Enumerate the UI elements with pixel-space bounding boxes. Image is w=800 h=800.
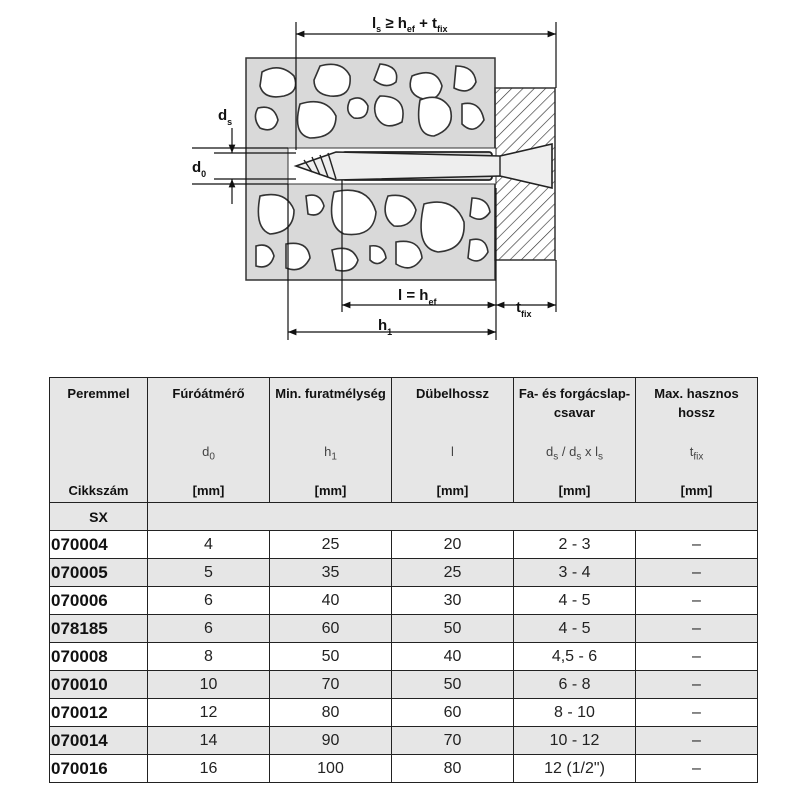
cell-hole-depth: 60 xyxy=(270,615,392,643)
header-symbol: $h_1$ xyxy=(324,444,337,463)
cell-article-number: 070016 xyxy=(50,755,148,783)
cell-drill-diameter: 6 xyxy=(148,587,270,615)
header-symbol: $t_{fix}$ xyxy=(689,444,704,463)
label-ds: $d_s$ xyxy=(218,107,233,127)
cell-max-usable-length: – xyxy=(636,699,758,727)
table-row xyxy=(50,615,758,643)
cell-screw-size: 12 (1/2") xyxy=(514,755,636,783)
table-row xyxy=(50,699,758,727)
cell-hole-depth: 100 xyxy=(270,755,392,783)
table-row xyxy=(50,671,758,699)
header-unit: [mm] xyxy=(192,483,225,498)
cell-max-usable-length: – xyxy=(636,643,758,671)
cell-max-usable-length: – xyxy=(636,727,758,755)
header-unit: [mm] xyxy=(558,483,591,498)
cell-anchor-length: 40 xyxy=(392,643,514,671)
cell-anchor-length: 25 xyxy=(392,559,514,587)
header-unit: [mm] xyxy=(314,483,347,498)
cell-hole-depth: 25 xyxy=(270,531,392,559)
header-title: Min. furatmélység xyxy=(275,386,386,401)
cell-anchor-length: 50 xyxy=(392,671,514,699)
cell-drill-diameter: 12 xyxy=(148,699,270,727)
header-anchor-length xyxy=(392,378,514,503)
group-row xyxy=(50,503,758,531)
cell-hole-depth: 70 xyxy=(270,671,392,699)
cell-article-number: 070014 xyxy=(50,727,148,755)
cell-max-usable-length: – xyxy=(636,587,758,615)
cell-drill-diameter: 5 xyxy=(148,559,270,587)
cell-article-number: 070012 xyxy=(50,699,148,727)
cell-screw-size: 3 - 4 xyxy=(514,559,636,587)
cell-drill-diameter: 10 xyxy=(148,671,270,699)
cell-max-usable-length: – xyxy=(636,615,758,643)
cell-max-usable-length: – xyxy=(636,755,758,783)
cell-screw-size: 10 - 12 xyxy=(514,727,636,755)
cell-screw-size: 4,5 - 6 xyxy=(514,643,636,671)
cell-article-number: 070010 xyxy=(50,671,148,699)
table-row xyxy=(50,727,758,755)
group-filler xyxy=(148,503,758,531)
cell-hole-depth: 50 xyxy=(270,643,392,671)
cell-hole-depth: 80 xyxy=(270,699,392,727)
cell-drill-diameter: 6 xyxy=(148,615,270,643)
table-row xyxy=(50,643,758,671)
anchor-installation-diagram xyxy=(0,0,800,360)
cell-hole-depth: 90 xyxy=(270,727,392,755)
cell-anchor-length: 60 xyxy=(392,699,514,727)
cell-max-usable-length: – xyxy=(636,531,758,559)
cell-anchor-length: 30 xyxy=(392,587,514,615)
cell-article-number: 070004 xyxy=(50,531,148,559)
header-title: Fa- és forgácslap-csavar xyxy=(518,386,631,420)
group-label: SX xyxy=(50,503,148,531)
header-unit: [mm] xyxy=(436,483,469,498)
cell-article-number: 078185 xyxy=(50,615,148,643)
cell-drill-diameter: 16 xyxy=(148,755,270,783)
cell-screw-size: 4 - 5 xyxy=(514,587,636,615)
cell-article-number: 070006 xyxy=(50,587,148,615)
header-title: Max. hasznos hossz xyxy=(654,386,739,420)
cell-hole-depth: 35 xyxy=(270,559,392,587)
table-row xyxy=(50,587,758,615)
specification-table xyxy=(49,377,758,783)
cell-screw-size: 8 - 10 xyxy=(514,699,636,727)
label-h1: $h_1$ xyxy=(378,317,393,337)
header-title: Fúróátmérő xyxy=(172,386,245,401)
cell-drill-diameter: 14 xyxy=(148,727,270,755)
header-min-hole-depth xyxy=(270,378,392,503)
cell-screw-size: 2 - 3 xyxy=(514,531,636,559)
cell-screw-size: 4 - 5 xyxy=(514,615,636,643)
cell-article-number: 070005 xyxy=(50,559,148,587)
cell-anchor-length: 20 xyxy=(392,531,514,559)
header-title: Peremmel xyxy=(67,386,130,401)
header-symbol: $d_0$ xyxy=(202,444,215,463)
label-l-hef: $l = h_{ef}$ xyxy=(398,287,437,307)
cell-max-usable-length: – xyxy=(636,671,758,699)
header-drill-diameter xyxy=(148,378,270,503)
label-ls-formula: $l_s \ge h_{ef} + t_{fix}$ xyxy=(372,15,448,34)
cell-max-usable-length: – xyxy=(636,559,758,587)
header-symbol: l xyxy=(451,444,454,459)
table-row xyxy=(50,559,758,587)
table-row xyxy=(50,755,758,783)
cell-screw-size: 6 - 8 xyxy=(514,671,636,699)
header-article-number xyxy=(50,378,148,503)
label-tfix: $t_{fix}$ xyxy=(516,299,532,319)
cell-anchor-length: 50 xyxy=(392,615,514,643)
cell-hole-depth: 40 xyxy=(270,587,392,615)
header-screw xyxy=(514,378,636,503)
cell-anchor-length: 70 xyxy=(392,727,514,755)
cell-drill-diameter: 4 xyxy=(148,531,270,559)
cell-drill-diameter: 8 xyxy=(148,643,270,671)
cell-anchor-length: 80 xyxy=(392,755,514,783)
header-title: Dübelhossz xyxy=(416,386,489,401)
table-header-row xyxy=(50,378,758,503)
header-unit: Cikkszám xyxy=(68,483,129,498)
cell-article-number: 070008 xyxy=(50,643,148,671)
header-unit: [mm] xyxy=(680,483,713,498)
table-row xyxy=(50,531,758,559)
header-symbol: $d_s / d_s$ x $l_s$ xyxy=(546,444,603,463)
label-d0: $d_0$ xyxy=(192,159,207,179)
header-max-usable-length xyxy=(636,378,758,503)
